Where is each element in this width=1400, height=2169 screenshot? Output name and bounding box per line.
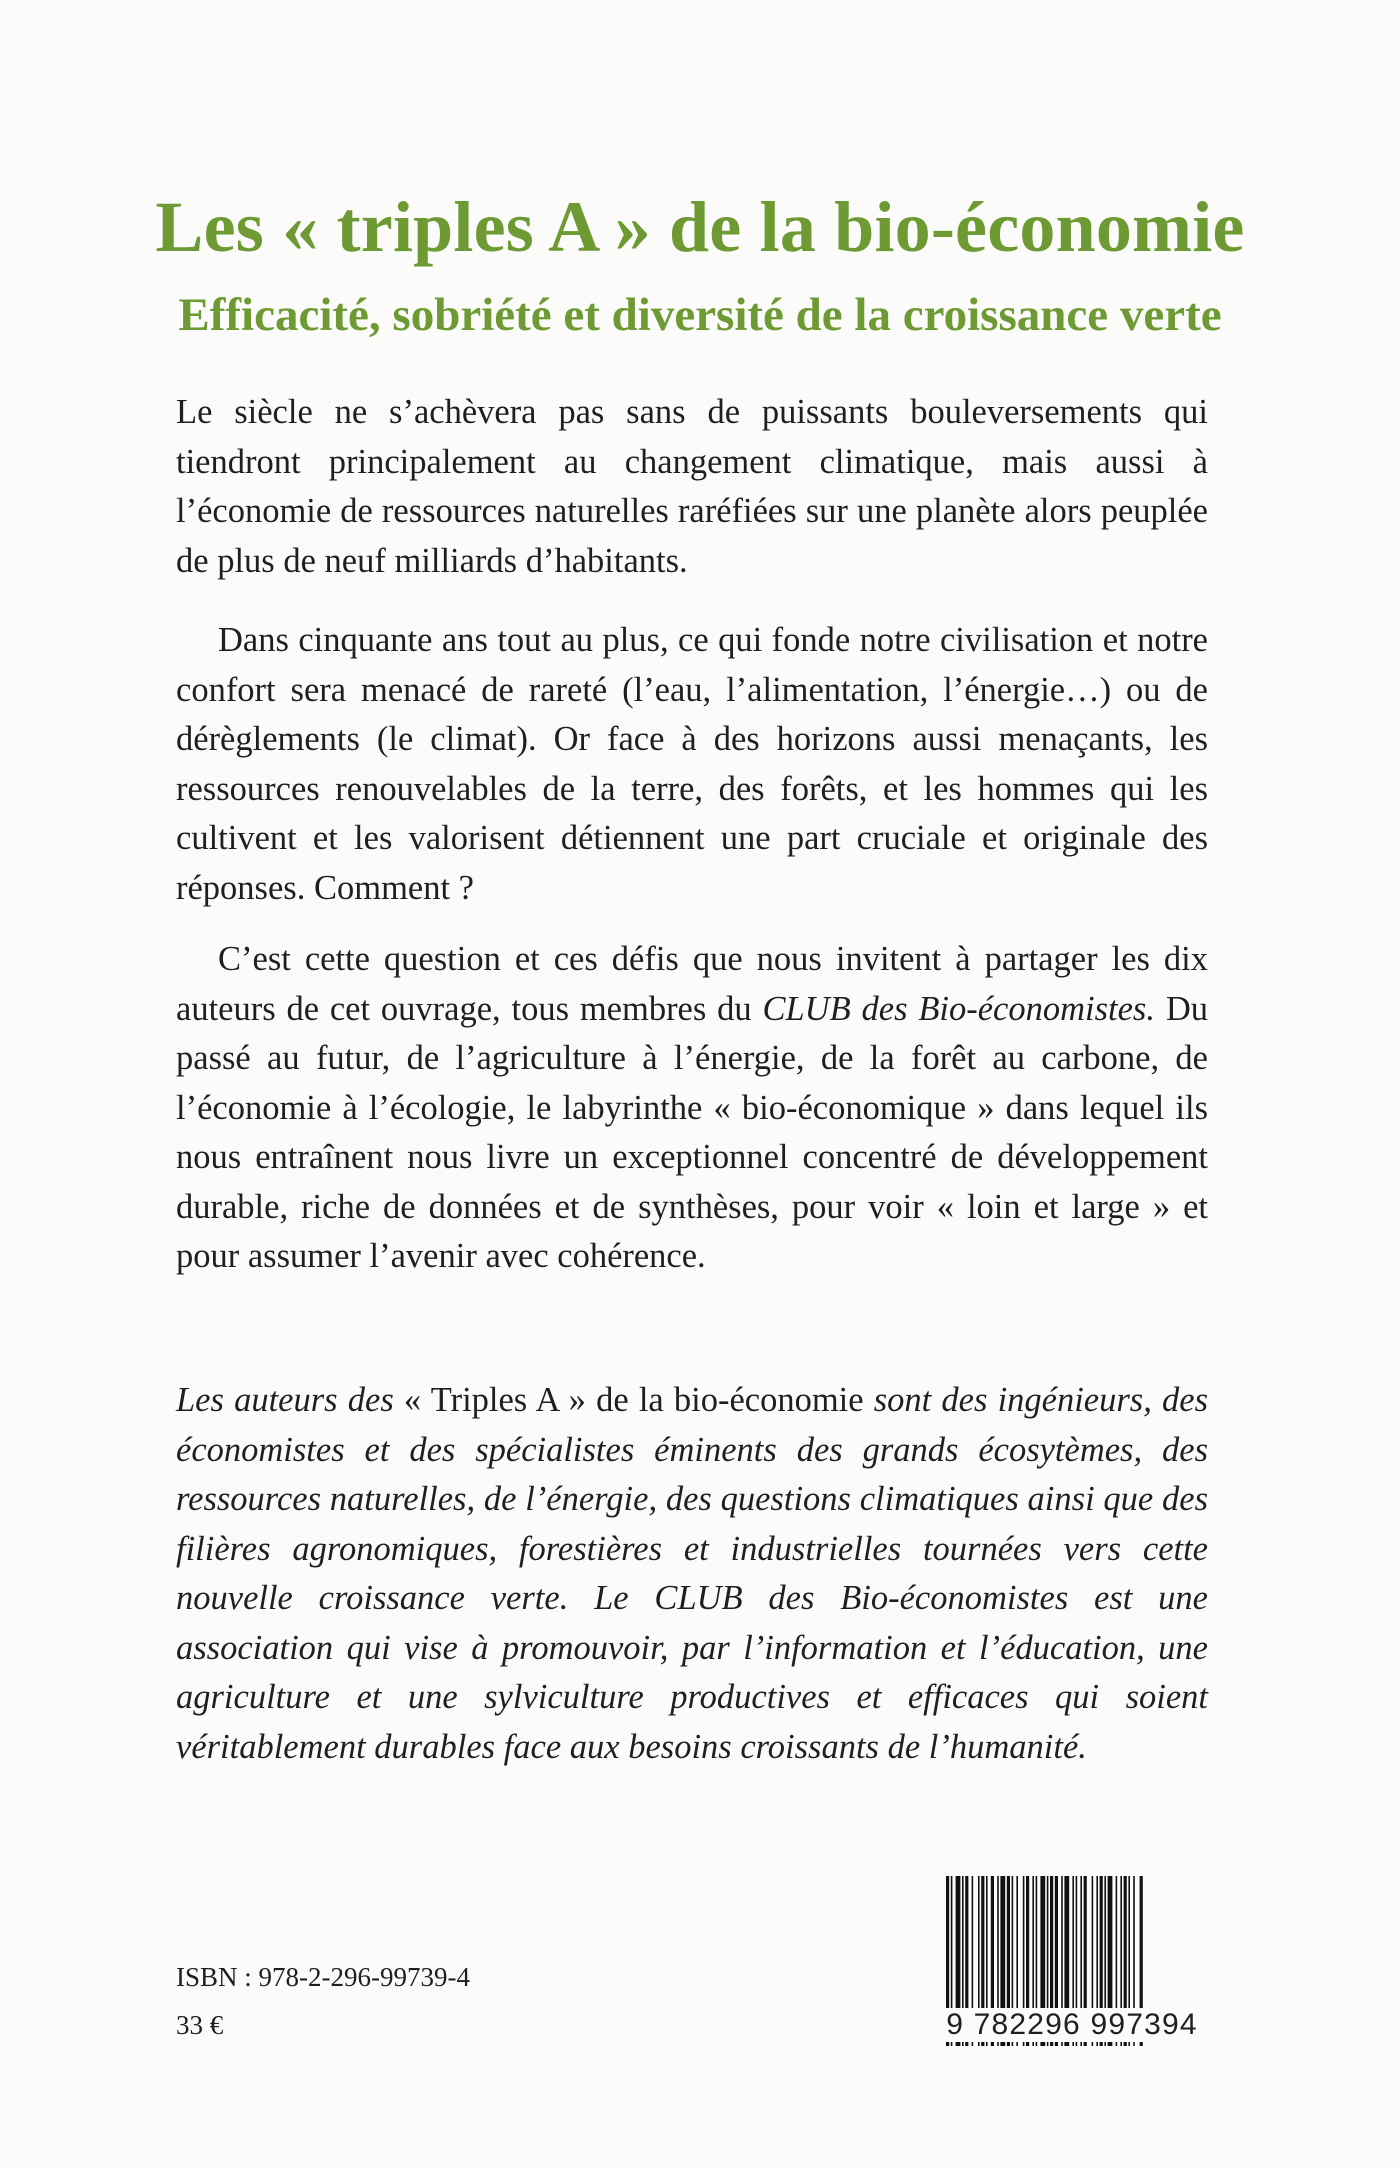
- book-title: Les « triples A » de la bio-économie: [155, 187, 1245, 267]
- price: 33 €: [176, 2010, 224, 2040]
- barcode-number: 9 782296 997394: [937, 2008, 1207, 2042]
- authors-text-start: Les auteurs des: [176, 1381, 404, 1419]
- paragraph-3-text-start: C’est cette question et ces défis que nous invitent à partager les dix auteurs de cet ouvrage, tous membres du: [176, 940, 1208, 1028]
- paragraph-2: Dans cinquante ans tout au plus, ce qui fonde notre civilisation et notre confort sera menacé de rareté (l’eau, l’alimentation, l’énergie…) ou de dérèglements (le climat). Or face à des horizons aussi menaçants, les ressources renouvelables de la terre, des forêts, et les hommes qui les cultivent et les valorisent détiennent une part cruciale et originale des réponses. Comment ?: [176, 621, 1208, 907]
- isbn: ISBN : 978-2-296-99739-4: [176, 1962, 470, 1992]
- book-title-reference: « Triples A » de la bio-économie: [403, 1381, 864, 1419]
- paragraph-3-text-end: Du passé au futur, de l’agriculture à l’énergie, de la forêt au carbone, de l’économie à l’écologie, le labyrinthe « bio-économique » dans lequel ils nous entraînent nous livre un exceptionnel concentré de développement durable, riche de données et de synthèses, pour voir « loin et large » et pour assumer l’avenir avec cohérence.: [176, 989, 1208, 1275]
- paragraph-3: [176, 935, 1208, 1282]
- authors-text-end: sont des ingénieurs, des économistes et des spécialistes éminents des grands écosytèmes, des ressources naturelles, de l’énergie, des questions climatiques ainsi que des filières agronomiques, forestières et industrielles tournées vers cette nouvelle croissance verte. Le CLUB des Bio-économistes est une association qui vise à promouvoir, par l’information et l’éducation, une agriculture et une sylviculture productives et efficaces qui soient véritablement durables face aux besoins croissants de l’humanité.: [176, 1381, 1208, 1766]
- authors-paragraph: [176, 1376, 1208, 1772]
- club-name-italic: CLUB des Bio-économistes.: [762, 989, 1155, 1028]
- paragraph-1: Le siècle ne s’achèvera pas sans de puissants bouleversements qui tiendront principalement au changement climatique, mais aussi à l’économie de ressources naturelles raréfiées sur une planète alors peuplée de plus de neuf milliards d’habitants.: [176, 393, 1208, 580]
- book-subtitle: Efficacité, sobriété et diversité de la croissance verte: [178, 289, 1222, 341]
